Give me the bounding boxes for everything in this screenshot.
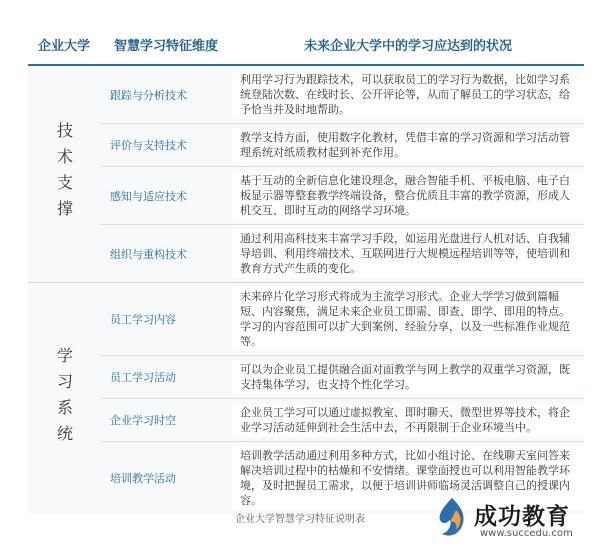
logo-name: 成功教育 — [474, 504, 570, 530]
feature-table — [28, 24, 584, 514]
group-title: 技术支撑 — [54, 122, 74, 226]
feature-label: 培训教学活动 — [110, 472, 176, 485]
feature-label: 企业学习时空 — [110, 414, 176, 427]
feature-description: 企业员工学习可以通过虚拟教室、即时聊天、微型世界等技术，将企业学习活动延伸到社会生活中去，不再限制于企业环境当中。 — [232, 403, 584, 437]
table-row — [100, 355, 584, 398]
feature-label: 员工学习活动 — [110, 371, 176, 384]
header-col-university: 企业大学 — [37, 38, 90, 54]
table-row — [100, 166, 584, 224]
brand-logo — [432, 494, 600, 546]
group-title: 学习系统 — [54, 346, 74, 451]
feature-description: 可以为企业员工提供融合面对面教学与网上教学的双重学习资源，既支持集体学习，也支持个性化学习。 — [232, 360, 584, 394]
header-col-dimension: 智慧学习特征维度 — [113, 38, 218, 54]
feature-description: 未来碎片化学习形式将成为主流学习形式。企业大学学习做到篇幅短、内容聚焦，满足未来企业员工即需、即查、即学、即用的特点。学习的内容范围可以扩大到案例、经验分享，以及一些标准作业规范等。 — [232, 287, 584, 351]
logo-url: www.succedu.com — [480, 528, 573, 539]
table-row — [100, 283, 584, 355]
table-caption: 企业大学智慧学习特征说明表 — [235, 514, 365, 525]
feature-label: 评价与支持技术 — [110, 139, 187, 152]
table-row — [100, 66, 584, 123]
feature-label: 感知与适应技术 — [110, 189, 187, 203]
table-row — [100, 123, 584, 166]
table-row — [100, 224, 584, 282]
feature-description: 基于互动的全新信息化建设理念，融合智能手机、平板电脑、电子白板显示器等整套教学终端设备，整合优质且丰富的教学资源，形成人机交互、即时互动的网络学习环境。 — [232, 171, 584, 220]
group-tech-support — [28, 66, 584, 282]
table-header — [28, 24, 584, 66]
feature-description: 利用学习行为跟踪技术，可以获取员工的学习行为数据，比如学习系统登陆次数、在线时长、公开评论等，从而了解员工的学习状态，给予恰当并及时地帮助。 — [232, 70, 584, 119]
flame-logo-icon — [432, 496, 472, 540]
feature-description: 教学支持方面，使用数字化教材，凭借丰富的学习资源和学习活动管理系统对纸质教材起到补充作用。 — [232, 128, 584, 162]
table-row — [100, 398, 584, 441]
header-col-status: 未来企业大学中的学习应达到的状况 — [303, 38, 512, 54]
feature-description: 培训教学活动通过利用多种方式，比如小组讨论、在线聊天室问答来解决培训过程中的枯燥和不安情绪。课堂面授也可以利用智能教学环境，及时把握员工需求，以便于培训讲师临场灵活调整自己的授课内容。 — [232, 446, 584, 510]
feature-label: 组织与重构技术 — [110, 247, 187, 261]
feature-label: 跟踪与分析技术 — [110, 88, 187, 102]
feature-description: 通过利用高科技来丰富学习手段，如运用光盘进行人机对话、自我辅导培训、利用终端技术、互联网进行大规模远程培训等等，使培训和教育方式产生质的变化。 — [232, 229, 584, 278]
group-learning-system — [28, 282, 584, 514]
feature-label: 员工学习内容 — [110, 313, 176, 326]
